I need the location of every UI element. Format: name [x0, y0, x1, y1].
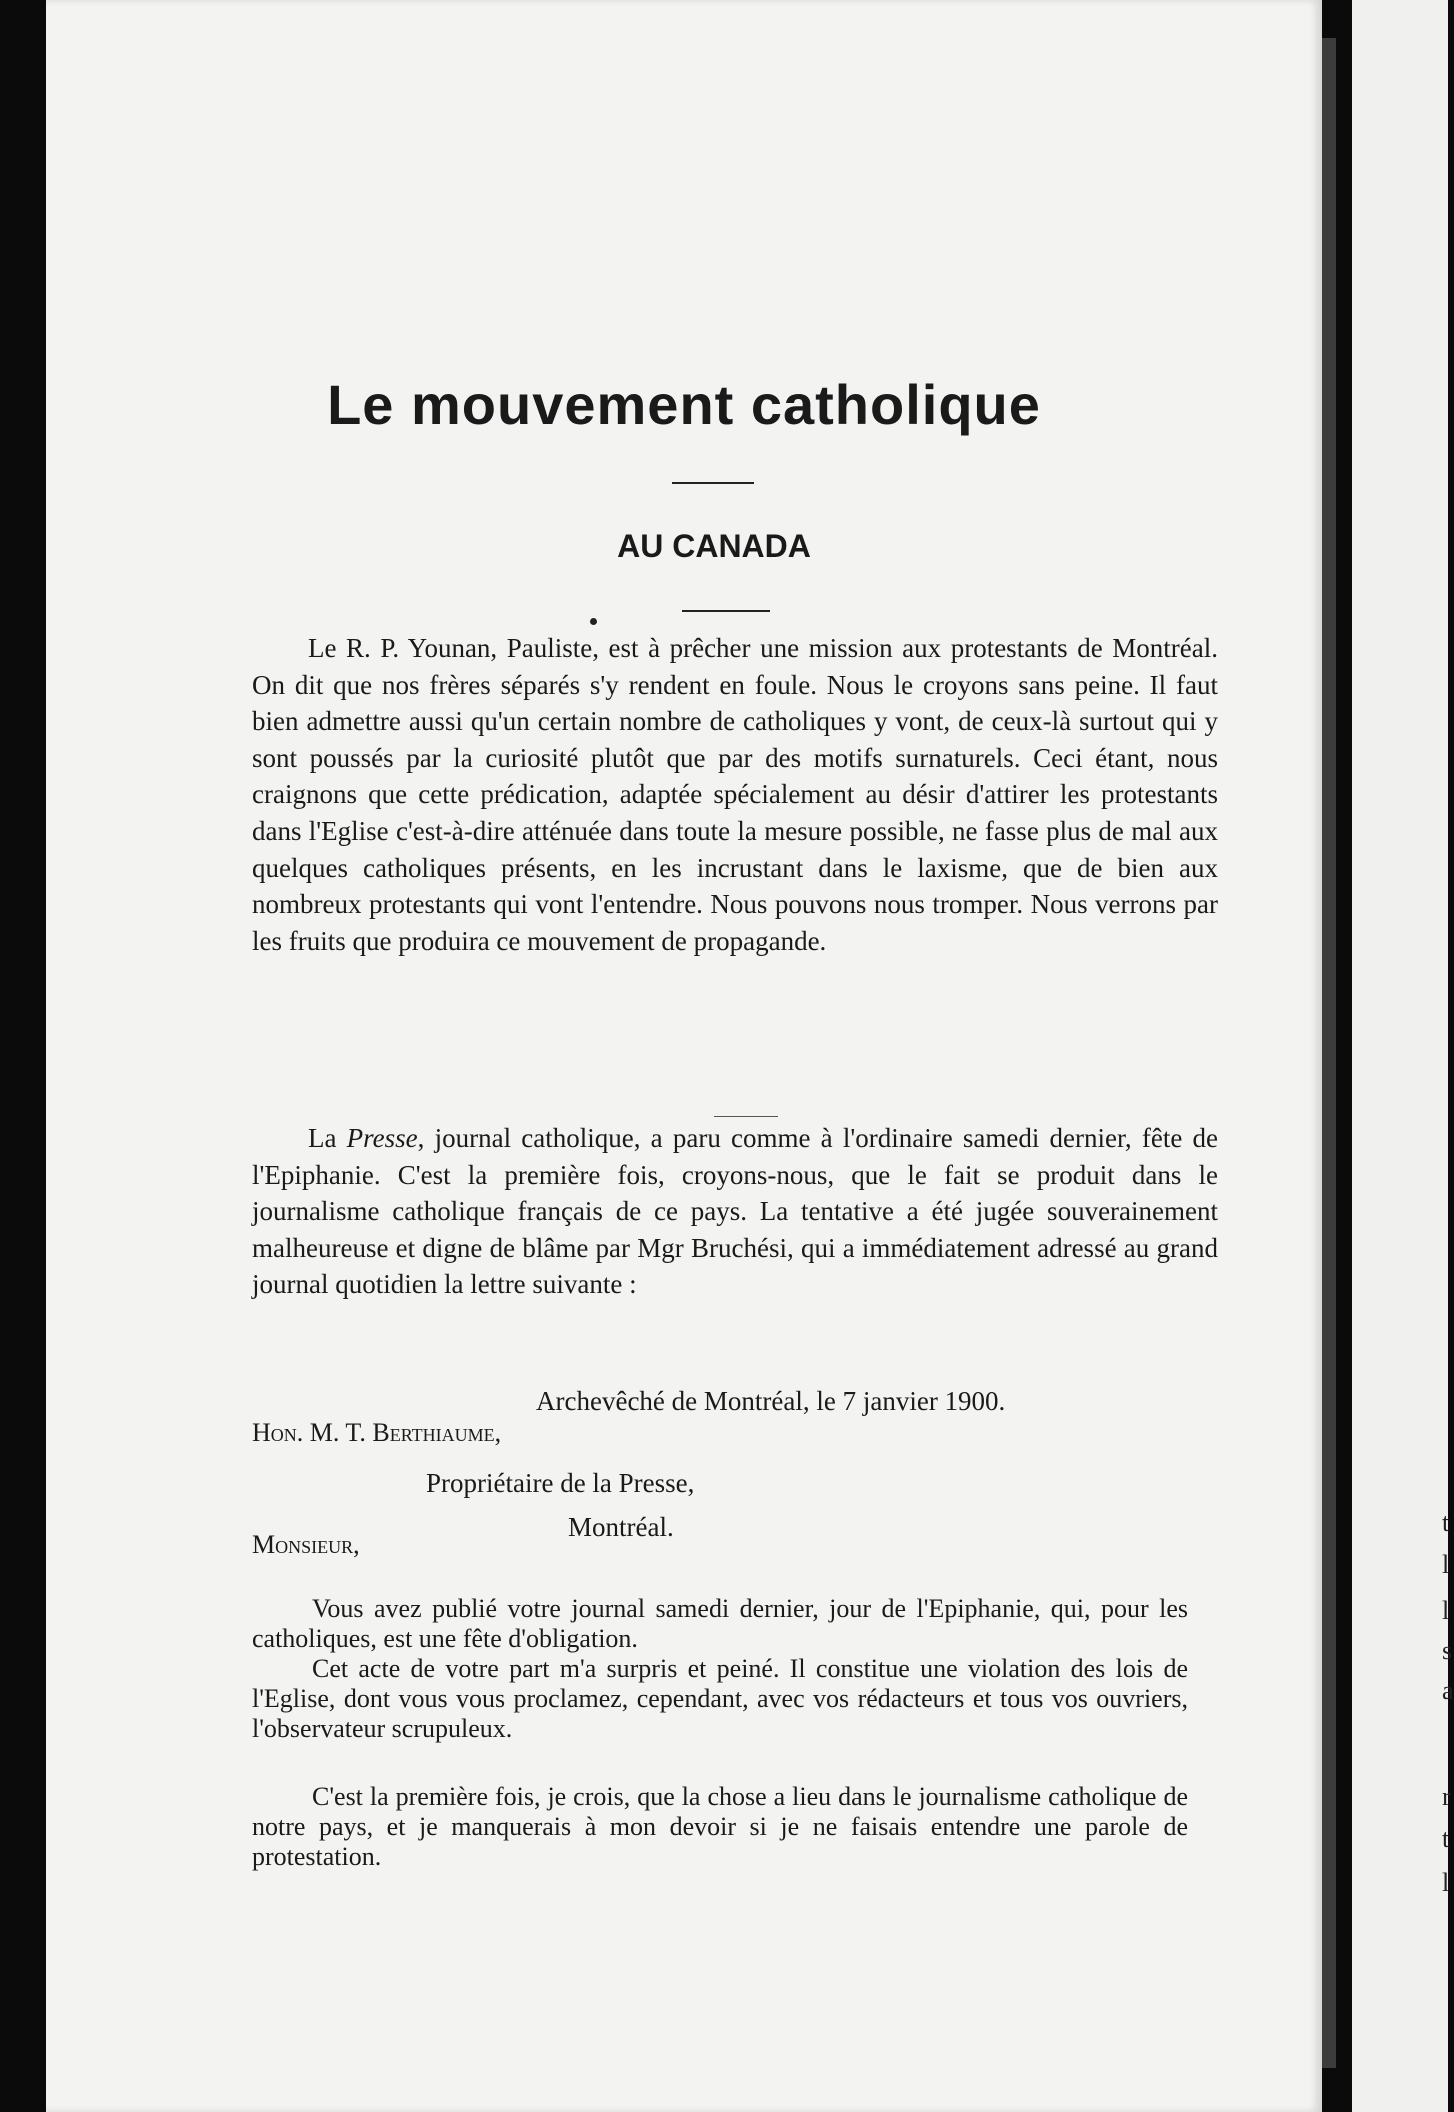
adjacent-fragment: l [1442, 1550, 1450, 1579]
adjacent-page-edge [1352, 0, 1454, 2112]
page-spine-edge [1322, 38, 1336, 2068]
article-paragraph [252, 630, 1218, 959]
addressee-city: Montréal. [568, 1512, 674, 1542]
letter-dateline: Archevêché de Montréal, le 7 janvier 1900. [536, 1386, 1006, 1416]
addressee-role: Propriétaire de la Presse, [426, 1468, 695, 1498]
paragraph-text [252, 1120, 1218, 1303]
adjacent-fragment: t [1442, 1824, 1450, 1853]
adjacent-fragment: s [1442, 1636, 1453, 1665]
letter-salutation: Monsieur, [252, 1530, 360, 1559]
letter-paragraph: C'est la première fois, je crois, que la chose a lieu dans le journalisme catholique de notre pays, et je manquerais à mon devoir si je ne faisais entendre une parole de protestation. [252, 1782, 1188, 1871]
adjacent-fragment: r [1442, 1782, 1451, 1811]
letter-body [252, 1594, 1188, 1744]
paragraph-lead: La [308, 1123, 347, 1153]
adjacent-fragment: l [1442, 1596, 1450, 1625]
letter-addressee: Hon. M. T. Berthiaume, [252, 1418, 502, 1447]
letter-paragraph: Vous avez publié votre journal samedi dernier, jour de l'Epiphanie, qui, pour les catholiques, est une fête d'obligation. [252, 1594, 1188, 1653]
paragraph-text: Le R. P. Younan, Pauliste, est à prêcher une mission aux protestants de Montréal. On dit que nos frères séparés s'y rendent en foule. Nous le croyons sans peine. Il faut bien admettre aussi qu'un certain nombre de catholiques y vont, de ceux-là surtout qui y sont poussés par la curiosité plutôt que par des motifs surnaturels. Ceci étant, nous craignons que cette prédication, adaptée spécialement au désir d'attirer les protestants dans l'Eglise c'est-à-dire atténuée dans toute la mesure possible, ne fasse plus de mal aux quelques catholiques présents, en les incrustant dans le laxisme, que de bien aux nombreux protestants qui vont l'entendre. Nous pouvons nous tromper. Nous verrons par les fruits que produira ce mouvement de propagande. [252, 633, 1218, 956]
article-paragraph [252, 1120, 1218, 1303]
page-title: Le mouvement catholique [327, 373, 1041, 436]
adjacent-fragment: t [1442, 1508, 1450, 1537]
title-rule [672, 482, 754, 484]
document-page [46, 0, 1322, 2112]
adjacent-fragment: a [1442, 1676, 1454, 1705]
paragraph-rest: , journal catholique, a paru comme à l'ordinaire samedi dernier, fête de l'Epiphanie. C'est la première fois, croyons-nous, que le fait se produit dans le journalisme catholique français de ce pays. La tentative a été jugée souverainement malheureuse et digne de blâme par Mgr Bruchési, qui a immédiatement adressé au grand journal quotidien la lettre suivante : [252, 1123, 1218, 1300]
letter-body-continued [252, 1782, 1188, 1872]
section-subtitle: AU CANADA [617, 528, 811, 564]
adjacent-fragment: l [1442, 1868, 1450, 1897]
paragraph-separator [714, 1116, 778, 1117]
subtitle-rule [682, 610, 770, 612]
letter-paragraph: Cet acte de votre part m'a surpris et peiné. Il constitue une violation des lois de l'Eglise, dont vous vous proclamez, cependant, avec vos rédacteurs et tous vos ouvriers, l'observateur scrupuleux. [252, 1654, 1188, 1743]
ornament-dot [590, 618, 597, 625]
newspaper-name: Presse [346, 1123, 418, 1153]
